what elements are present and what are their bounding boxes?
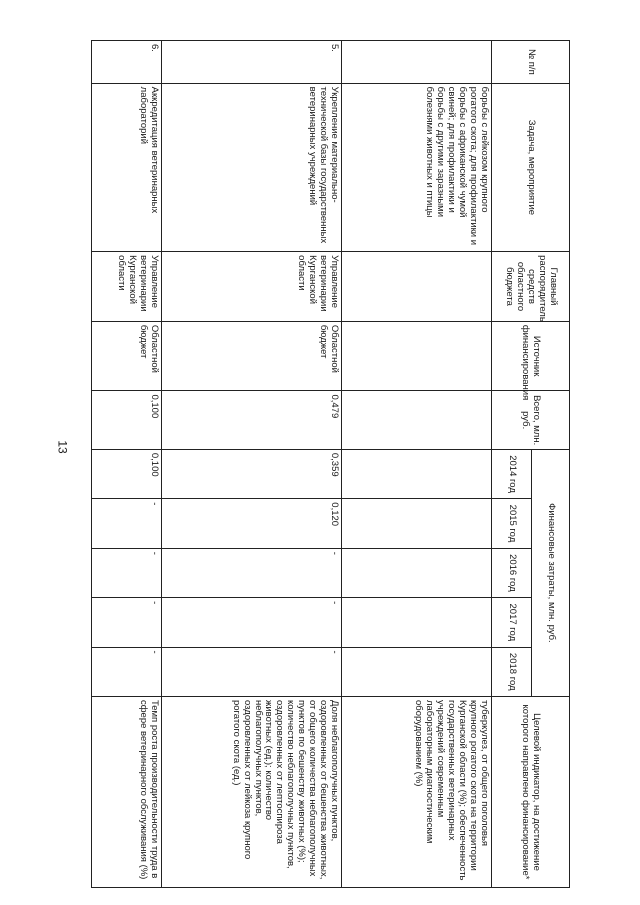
- page-number: 13: [55, 440, 70, 454]
- header-source: Источник финансирования: [492, 321, 570, 391]
- header-num: № п/п: [492, 41, 570, 84]
- cell-2017: -: [162, 598, 342, 647]
- cell-2018: -: [162, 647, 342, 696]
- cell-2014: 0,359: [162, 449, 342, 498]
- header-total: Всего, млн. руб.: [492, 391, 570, 449]
- cell-task: борьбы с лейкозом крупного рогатого скота; для профилактики и борьбы с африканской чумой свиней; для профилактики и борьбы с другими заразными болезнями животных и птицы: [342, 83, 492, 252]
- header-2015: 2015 год: [492, 499, 532, 548]
- header-row-1: [532, 41, 570, 888]
- cell-2015: -: [92, 499, 162, 548]
- cell-manager: Управление ветеринарии Курганской области: [162, 252, 342, 322]
- cell-total: 0,100: [92, 391, 162, 449]
- table-row: [162, 41, 342, 888]
- cell-total: [342, 391, 492, 449]
- cell-task: Укрепление материально-технической базы государственных ветеринарных учреждений: [162, 83, 342, 252]
- header-2017: 2017 год: [492, 598, 532, 647]
- cell-2014: [342, 449, 492, 498]
- cell-task: Аккредитация ветеринарных лабораторий: [92, 83, 162, 252]
- cell-source: Областной бюджет: [162, 321, 342, 391]
- cell-manager: [342, 252, 492, 322]
- header-2018: 2018 год: [492, 647, 532, 696]
- cell-source: Областной бюджет: [92, 321, 162, 391]
- cell-2017: [342, 598, 492, 647]
- cell-2017: -: [92, 598, 162, 647]
- header-indicator: Целевой индикатор, на достижение которого направлено финансирование*: [492, 696, 570, 887]
- cell-indicator: Темп роста производительности труда в сфере ветеринарного обслуживания (%): [92, 696, 162, 887]
- header-manager: Главный распорядитель средств областного бюджета: [492, 252, 570, 322]
- rotated-table-wrapper: [92, 40, 570, 888]
- program-table: [91, 40, 570, 888]
- cell-2016: -: [162, 548, 342, 597]
- header-2014: 2014 год: [492, 449, 532, 498]
- cell-total: 0,479: [162, 391, 342, 449]
- table-row: [342, 41, 492, 888]
- cell-2018: -: [92, 647, 162, 696]
- cell-num: 6.: [92, 41, 162, 84]
- cell-num: 5.: [162, 41, 342, 84]
- cell-source: [342, 321, 492, 391]
- cell-2014: 0,100: [92, 449, 162, 498]
- table-row: [92, 41, 162, 888]
- cell-2015: [342, 499, 492, 548]
- cell-2015: 0,120: [162, 499, 342, 548]
- cell-2016: [342, 548, 492, 597]
- cell-num: [342, 41, 492, 84]
- cell-indicator: Доля неблагополучных пунктов, оздоровленных от бешенства животных, от общего количества неблагополучных пунктов по бешенству животных (%); количество неблагополучных пунктов, оздоровленных от лептоспироза животных (ед.); количество неблагополучных пунктов, оздоровленных от лейкоза крупного рогатого скота (ед.): [162, 696, 342, 887]
- cell-indicator: туберкулез, от общего поголовья крупного рогатого скота на территории Курганской области (%); обеспеченность государственных ветеринарных учреждений современным лабораторным диагностическим оборудованием (%): [342, 696, 492, 887]
- header-financing: Финансовые затраты, млн. руб.: [532, 449, 570, 696]
- cell-2016: -: [92, 548, 162, 597]
- header-task: Задача, мероприятие: [492, 83, 570, 252]
- header-2016: 2016 год: [492, 548, 532, 597]
- cell-manager: Управление ветеринарии Курганской области: [92, 252, 162, 322]
- cell-2018: [342, 647, 492, 696]
